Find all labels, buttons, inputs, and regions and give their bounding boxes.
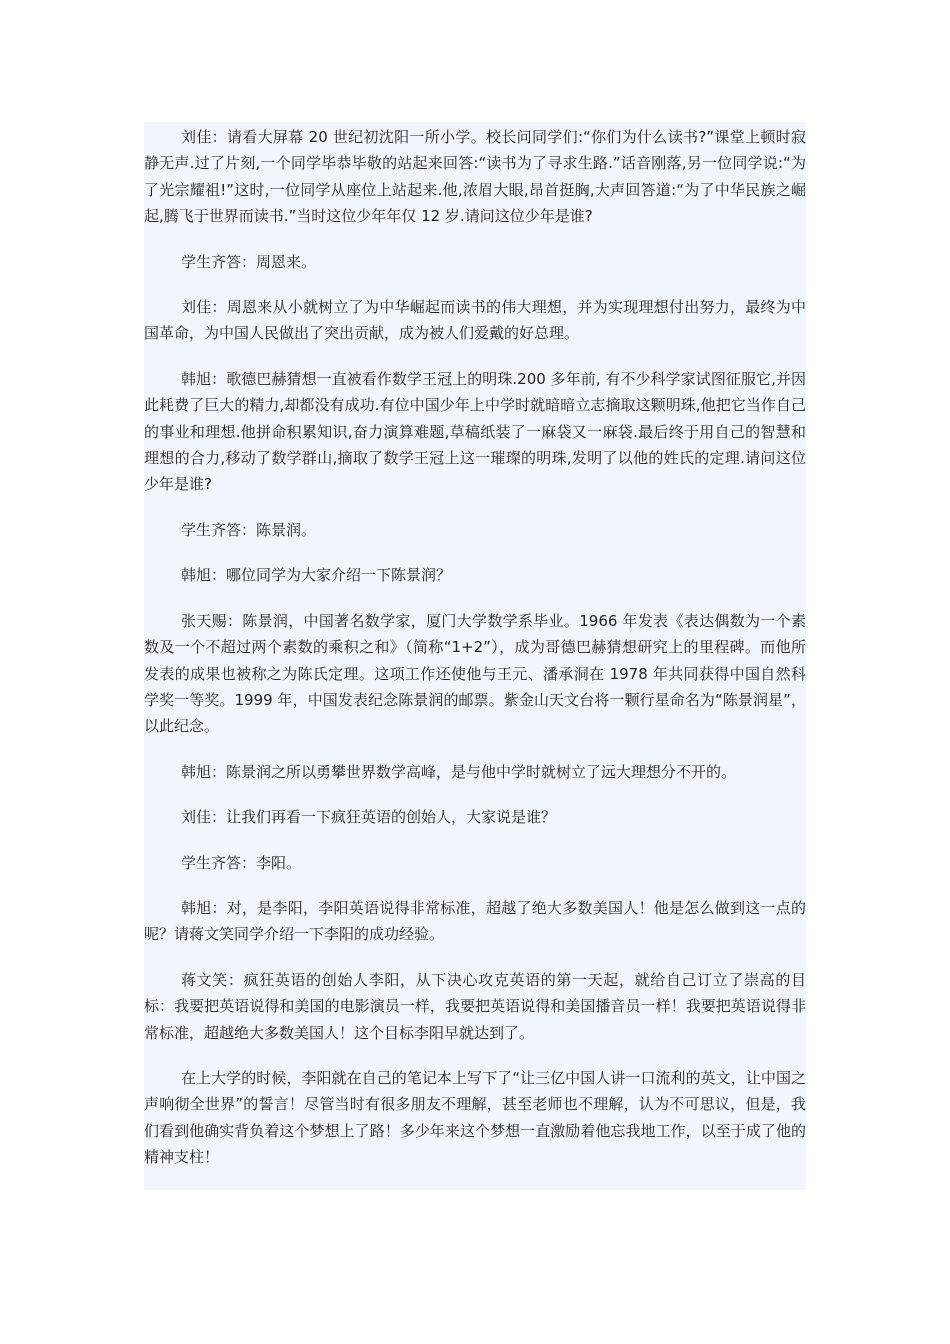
- paragraph-2: 学生齐答：周恩来。: [181, 252, 317, 271]
- paragraph-7: 张天赐：陈景润，中国著名数学家，厦门大学数学系毕业。1966 年发表《表达偶数为一个素数及一个不超过两个素数的乘积之和》（简称“1+2”），成为哥德巴赫猜想研究上的里程碑。而他所发表的成果也被称之为陈氏定理。这项工作还使他与王元、潘承洞在 1978 年共同获得中国自然科学奖一等奖。1999 年，中国发表纪念陈景润的邮票。紫金山天文台将一颗行星命名为“陈景润星”，以此纪念。: [144, 611, 806, 736]
- paragraph-8: 韩旭：陈景润之所以勇攀世界数学高峰，是与他中学时就树立了远大理想分不开的。: [181, 762, 737, 781]
- paragraph-6: 韩旭：哪位同学为大家介绍一下陈景润？: [181, 566, 452, 585]
- paragraph-5: 学生齐答：陈景润。: [181, 520, 317, 539]
- paragraph-9: 刘佳：让我们再看一下疯狂英语的创始人，大家说是谁？: [181, 808, 557, 827]
- dialogue-text-block: [144, 122, 806, 1190]
- paragraph-3: 刘佳：周恩来从小就树立了为中华崛起而读书的伟大理想，并为实现理想付出努力，最终为中国革命，为中国人民做出了突出贡献，成为被人们爱戴的好总理。: [144, 298, 806, 343]
- paragraph-10: 学生齐答：李阳。: [181, 853, 302, 872]
- paragraph-12: 蒋文笑：疯狂英语的创始人李阳，从下决心攻克英语的第一天起，就给自己订立了崇高的目标：我要把英语说得和美国的电影演员一样，我要把英语说得和美国播音员一样！我要把英语说得非常标准，超越绝大多数美国人！这个目标李阳早就达到了。: [144, 970, 806, 1042]
- paragraph-13: 在上大学的时候，李阳就在自己的笔记本上写下了“让三亿中国人讲一口流利的英文，让中国之声响彻全世界”的誓言！尽管当时有很多朋友不理解，甚至老师也不理解，认为不可思议，但是，我们看到他确实背负着这个梦想上了路！多少年来这个梦想一直激励着他忘我地工作，以至于成了他的精神支柱！: [144, 1068, 806, 1167]
- paragraph-4: 韩旭：歌德巴赫猜想一直被看作数学王冠上的明珠.200 多年前, 有不少科学家试图征服它,并因此耗费了巨大的精力,却都没有成功.有位中国少年上中学时就暗暗立志摘取这颗明珠,他把它当作自己的事业和理想.他拼命积累知识,奋力演算难题,草稿纸装了一麻袋又一麻袋.最后终于用自己的智慧和理想的合力,移动了数学群山,摘取了数学王冠上这一璀璨的明珠,发明了以他的姓氏的定理.请问这位少年是谁?: [144, 369, 806, 494]
- paragraph-1: 刘佳：请看大屏幕 20 世纪初沈阳一所小学。校长问同学们:“你们为什么读书?”课堂上顿时寂静无声.过了片刻,一个同学毕恭毕敬的站起来回答:“读书为了寻求生路.”话音刚落,另一位同学说:“为了光宗耀祖!”这时,一位同学从座位上站起来.他,浓眉大眼,昂首挺胸,大声回答道:“为了中华民族之崛起,腾飞于世界而读书.”当时这位少年年仅 12 岁.请问这位少年是谁?: [144, 128, 806, 226]
- paragraph-11: 韩旭：对，是李阳，李阳英语说得非常标准，超越了绝大多数美国人！他是怎么做到这一点的呢？请蒋文笑同学介绍一下李阳的成功经验。: [144, 898, 806, 944]
